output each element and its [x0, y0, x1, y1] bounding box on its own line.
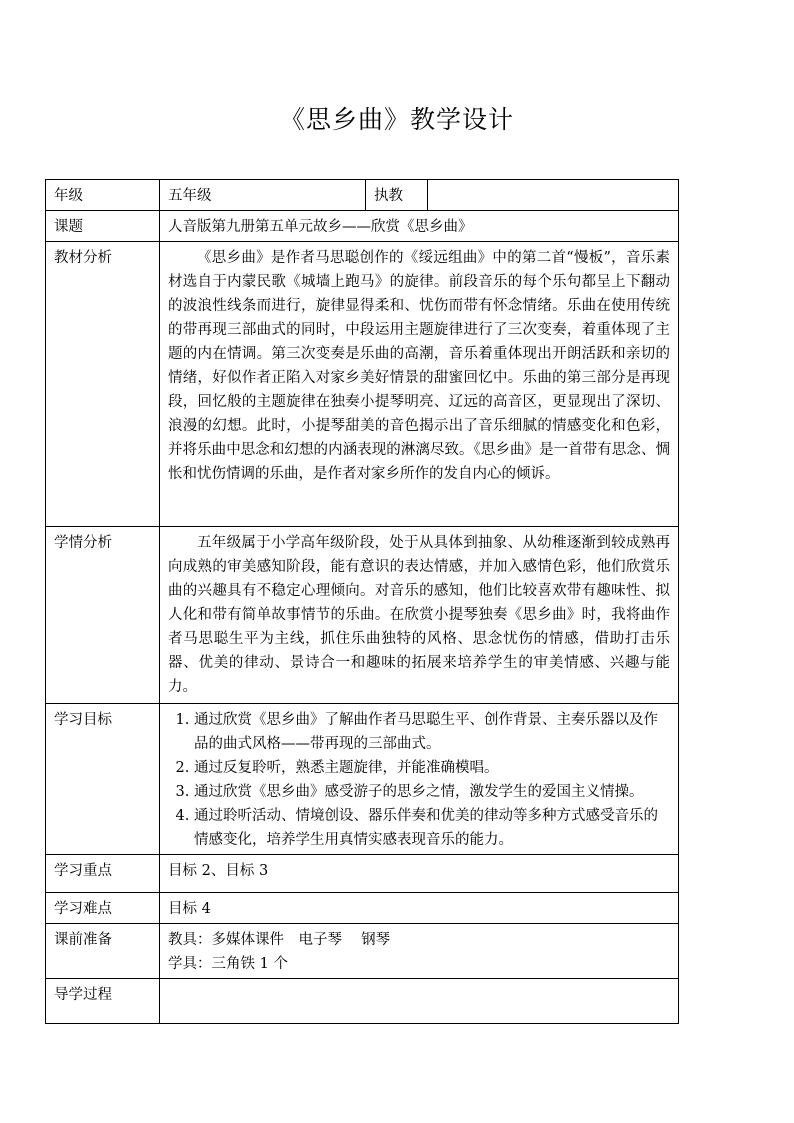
key-value: 目标 2、目标 3 — [160, 855, 679, 893]
process-label: 导学过程 — [46, 979, 160, 1024]
prep-label: 课前准备 — [46, 924, 160, 979]
material-cell — [160, 242, 679, 527]
difficulty-label: 学习难点 — [46, 893, 160, 924]
learner-cell — [160, 527, 679, 704]
prep-teaching-aids: 教具：多媒体课件 电子琴 钢琴 — [168, 932, 391, 948]
prep-cell — [160, 924, 679, 979]
teacher-value — [428, 180, 679, 211]
goals-label: 学习目标 — [46, 704, 160, 855]
row-topic — [46, 211, 679, 242]
goal-item: 3. 通过欣赏《思乡曲》感受游子的思乡之情，激发学生的爱国主义情操。 — [194, 780, 670, 804]
key-label: 学习重点 — [46, 855, 160, 893]
learner-text: 五年级属于小学高年级阶段，处于从具体到抽象、从幼稚逐渐到较成熟再向成熟的审美感知阶段，能有意识的表达情感，并加入感情色彩，他们欣赏乐曲的兴趣具有不稳定心理倾向。对音乐的感知，他们比较喜欢带有趣味性、拟人化和带有简单故事情节的乐曲。在欣赏小提琴独奏《思乡曲》时，我将曲作者马思聪生平为主线，抓住乐曲独特的风格、思念忧伤的情感，借助打击乐器、优美的律动、景诗合一和趣味的拓展来培养学生的审美情感、兴趣与能力。 — [168, 535, 670, 695]
material-text: 《思乡曲》是作者马思聪创作的《绥远组曲》中的第二首“慢板”，音乐素材选自于内蒙民歌《城墙上跑马》的旋律。前段音乐的每个乐句都呈上下翻动的波浪性线条而进行，旋律显得柔和、忧伤而带有怀念情绪。乐曲在使用传统的带再现三部曲式的同时，中段运用主题旋律进行了三次变奏，着重体现了主题的内在情调。第三次变奏是乐曲的高潮，音乐着重体现出开朗活跃和亲切的情绪，好似作者正陷入对家乡美好情景的甜蜜回忆中。乐曲的第三部分是再现段，回忆般的主题旋律在独奏小提琴明亮、辽远的高音区，更显现出了深切、浪漫的幻想。此时，小提琴甜美的音色揭示出了音乐细腻的情感变化和色彩，并将乐曲中思念和幻想的内涵表现的淋漓尽致。《思乡曲》是一首带有思念、惆怅和忧伤情调的乐曲，是作者对家乡所作的发自内心的倾诉。 — [168, 250, 670, 482]
goal-item: 2. 通过反复聆听，熟悉主题旋律，并能准确模唱。 — [194, 756, 670, 780]
row-learner — [46, 527, 679, 704]
row-process — [46, 979, 679, 1024]
row-difficulty — [46, 893, 679, 924]
prep-learning-aids: 学具：三角铁 1 个 — [168, 956, 288, 972]
process-value — [160, 979, 679, 1024]
goal-item: 1. 通过欣赏《思乡曲》了解曲作者马思聪生平、创作背景、主奏乐器以及作品的曲式风格——带再现的三部曲式。 — [194, 708, 670, 756]
row-prep — [46, 924, 679, 979]
goal-item: 4. 通过聆听活动、情境创设、器乐伴奏和优美的律动等多种方式感受音乐的情感变化，培养学生用真情实感表现音乐的能力。 — [194, 804, 670, 852]
page-title: 《思乡曲》教学设计 — [279, 105, 514, 134]
topic-label: 课题 — [46, 211, 160, 242]
grade-label: 年级 — [46, 180, 160, 211]
goals-cell — [160, 704, 679, 855]
row-grade — [46, 180, 679, 211]
topic-value: 人音版第九册第五单元故乡——欣赏《思乡曲》 — [160, 211, 679, 242]
lesson-plan-table — [45, 179, 679, 1024]
teacher-label: 执教 — [366, 180, 428, 211]
row-material — [46, 242, 679, 527]
difficulty-value: 目标 4 — [160, 893, 679, 924]
learner-label: 学情分析 — [46, 527, 160, 704]
goals-list — [168, 708, 670, 852]
row-goals — [46, 704, 679, 855]
row-key — [46, 855, 679, 893]
grade-value: 五年级 — [160, 180, 366, 211]
material-label: 教材分析 — [46, 242, 160, 527]
